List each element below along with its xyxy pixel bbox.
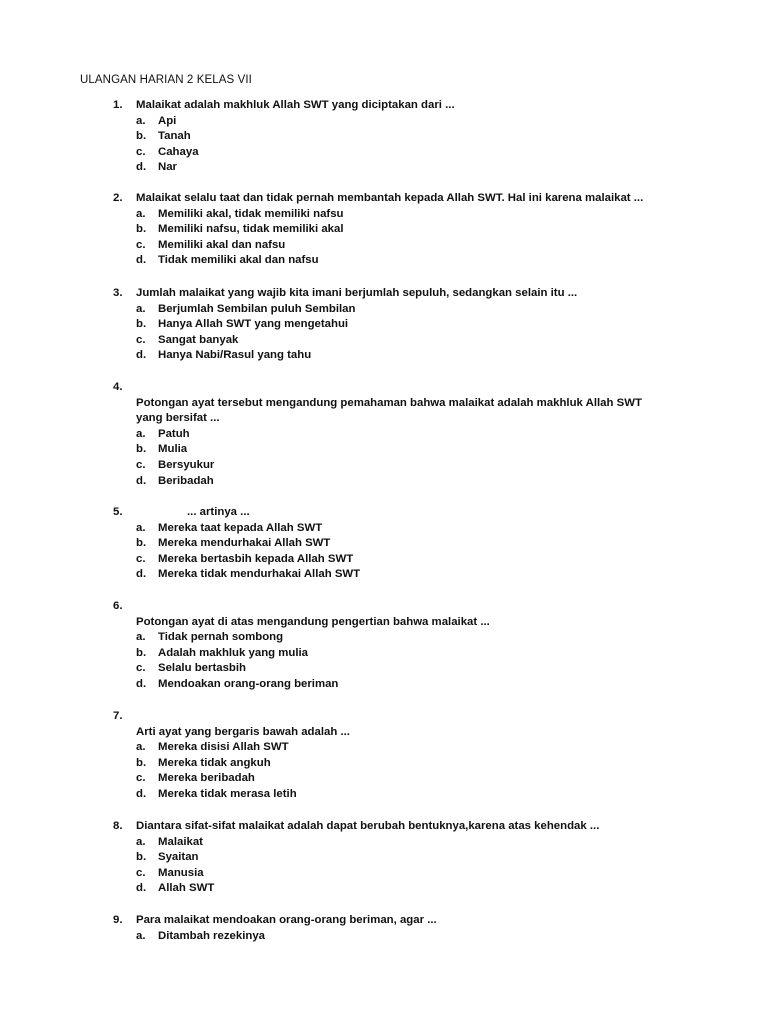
option-letter: b. [136, 756, 147, 769]
question-stem-line [0, 396, 768, 412]
option-c [0, 145, 768, 161]
question-text: Arti ayat yang bergaris bawah adalah ... [136, 725, 350, 738]
question-text: Diantara sifat-sifat malaikat adalah dapat berubah bentuknya,karena atas kehendak ... [136, 820, 600, 832]
option-text: Mereka disisi Allah SWT [158, 741, 289, 754]
option-c [0, 458, 768, 474]
option-letter: d. [136, 161, 147, 174]
option-b [0, 442, 768, 458]
option-text: Cahaya [158, 145, 199, 158]
option-letter: d. [136, 882, 147, 895]
option-letter: b. [136, 646, 147, 659]
option-letter: c. [136, 552, 146, 565]
question-stem-line [0, 615, 768, 631]
option-letter: b. [136, 851, 147, 864]
question-text: ... artinya ... [187, 506, 250, 518]
question-4 [0, 380, 768, 489]
option-a [0, 207, 768, 223]
option-d [0, 677, 768, 693]
option-text: Mereka tidak mendurhakai Allah SWT [158, 568, 361, 581]
option-letter: d. [136, 254, 147, 267]
question-number: 3. [113, 287, 123, 299]
option-text: Hanya Nabi/Rasul yang tahu [158, 349, 312, 362]
option-text: Mereka mendurhakai Allah SWT [158, 537, 331, 550]
option-b [0, 129, 768, 145]
option-letter: a. [136, 521, 146, 534]
option-b [0, 756, 768, 772]
option-letter: a. [136, 427, 146, 440]
option-text: Nar [158, 161, 177, 174]
option-d [0, 787, 768, 803]
option-text: Beribadah [158, 474, 214, 487]
option-letter: c. [136, 238, 146, 251]
question-text: Potongan ayat tersebut mengandung pemahaman bahwa malaikat adalah makhluk Allah SWT [136, 396, 642, 409]
option-a [0, 630, 768, 646]
option-text: Syaitan [158, 851, 199, 864]
option-text: Tidak memiliki akal dan nafsu [158, 254, 319, 267]
option-letter: d. [136, 568, 147, 581]
option-a [0, 302, 768, 318]
option-text: Mereka beribadah [158, 772, 255, 785]
option-text: Allah SWT [158, 882, 215, 895]
question-stem-line [0, 286, 768, 302]
option-a [0, 427, 768, 443]
option-text: Patuh [158, 427, 190, 440]
question-number: 8. [113, 820, 123, 832]
option-letter: d. [136, 349, 147, 362]
option-text: Sangat banyak [158, 333, 239, 346]
option-letter: a. [136, 741, 146, 754]
question-number-line [0, 599, 768, 615]
question-text: Jumlah malaikat yang wajib kita imani berjumlah sepuluh, sedangkan selain itu ... [136, 287, 578, 299]
option-c [0, 552, 768, 568]
option-a [0, 521, 768, 537]
option-text: Manusia [158, 866, 204, 879]
question-number: 5. [113, 506, 123, 518]
question-stem-line [0, 98, 768, 114]
option-text: Mendoakan orang-orang beriman [158, 677, 339, 690]
question-8 [0, 819, 768, 897]
option-letter: b. [136, 537, 147, 550]
option-letter: d. [136, 677, 147, 690]
option-letter: b. [136, 318, 147, 331]
option-letter: d. [136, 787, 147, 800]
question-text: Malaikat selalu taat dan tidak pernah membantah kepada Allah SWT. Hal ini karena malaikat ... [136, 192, 644, 204]
option-a [0, 114, 768, 130]
question-stem-line [0, 191, 768, 207]
option-text: Mereka bertasbih kepada Allah SWT [158, 552, 354, 565]
option-b [0, 850, 768, 866]
question-stem-line [0, 725, 768, 741]
option-text: Mulia [158, 443, 188, 456]
question-number: 2. [113, 192, 123, 204]
question-2 [0, 191, 768, 269]
option-b [0, 646, 768, 662]
option-c [0, 333, 768, 349]
question-text: yang bersifat ... [136, 412, 220, 425]
question-number: 4. [113, 381, 123, 393]
question-5 [0, 505, 768, 583]
option-c [0, 661, 768, 677]
question-stem-line [0, 411, 768, 427]
option-text: Adalah makhluk yang mulia [158, 646, 309, 659]
option-letter: c. [136, 866, 146, 879]
option-text: Api [158, 114, 177, 127]
option-letter: c. [136, 333, 146, 346]
option-text: Bersyukur [158, 458, 215, 471]
option-letter: d. [136, 474, 147, 487]
option-c [0, 771, 768, 787]
question-6 [0, 599, 768, 693]
question-text: Para malaikat mendoakan orang-orang beriman, agar ... [136, 914, 437, 926]
option-letter: b. [136, 443, 147, 456]
option-a [0, 740, 768, 756]
question-stem-line [0, 819, 768, 835]
option-text: Malaikat [158, 835, 203, 848]
question-9 [0, 913, 768, 944]
option-d [0, 348, 768, 364]
question-number: 6. [113, 600, 123, 612]
document-title: ULANGAN HARIAN 2 KELAS VII [80, 74, 252, 86]
question-7 [0, 709, 768, 803]
option-letter: a. [136, 207, 146, 220]
option-a [0, 929, 768, 945]
option-letter: a. [136, 631, 146, 644]
option-text: Hanya Allah SWT yang mengetahui [158, 318, 349, 331]
question-number-line [0, 709, 768, 725]
option-d [0, 474, 768, 490]
question-3 [0, 286, 768, 364]
question-number: 1. [113, 99, 123, 111]
option-text: Mereka tidak merasa letih [158, 787, 297, 800]
question-stem-line [0, 913, 768, 929]
option-d [0, 567, 768, 583]
question-number: 7. [113, 710, 123, 722]
option-text: Memiliki akal, tidak memiliki nafsu [158, 207, 344, 220]
option-text: Tanah [158, 130, 191, 143]
option-letter: c. [136, 458, 146, 471]
option-text: Ditambah rezekinya [158, 929, 265, 942]
option-letter: c. [136, 772, 146, 785]
option-a [0, 835, 768, 851]
option-text: Memiliki akal dan nafsu [158, 238, 286, 251]
option-c [0, 866, 768, 882]
option-text: Mereka taat kepada Allah SWT [158, 521, 323, 534]
option-text: Berjumlah Sembilan puluh Sembilan [158, 302, 356, 315]
option-c [0, 238, 768, 254]
option-b [0, 222, 768, 238]
option-text: Mereka tidak angkuh [158, 756, 271, 769]
question-number: 9. [113, 914, 123, 926]
option-b [0, 536, 768, 552]
option-letter: b. [136, 130, 147, 143]
option-letter: a. [136, 835, 146, 848]
option-b [0, 317, 768, 333]
question-number-line [0, 380, 768, 396]
question-text: Malaikat adalah makhluk Allah SWT yang diciptakan dari ... [136, 99, 455, 111]
option-text: Memiliki nafsu, tidak memiliki akal [158, 223, 344, 236]
option-letter: a. [136, 929, 146, 942]
option-letter: a. [136, 114, 146, 127]
question-text: Potongan ayat di atas mengandung pengertian bahwa malaikat ... [136, 615, 490, 628]
option-d [0, 160, 768, 176]
option-letter: a. [136, 302, 146, 315]
question-stem-line [0, 505, 768, 521]
option-text: Tidak pernah sombong [158, 631, 284, 644]
option-letter: c. [136, 662, 146, 675]
option-letter: b. [136, 223, 147, 236]
option-d [0, 253, 768, 269]
question-1 [0, 98, 768, 176]
option-letter: c. [136, 145, 146, 158]
option-text: Selalu bertasbih [158, 662, 246, 675]
option-d [0, 881, 768, 897]
